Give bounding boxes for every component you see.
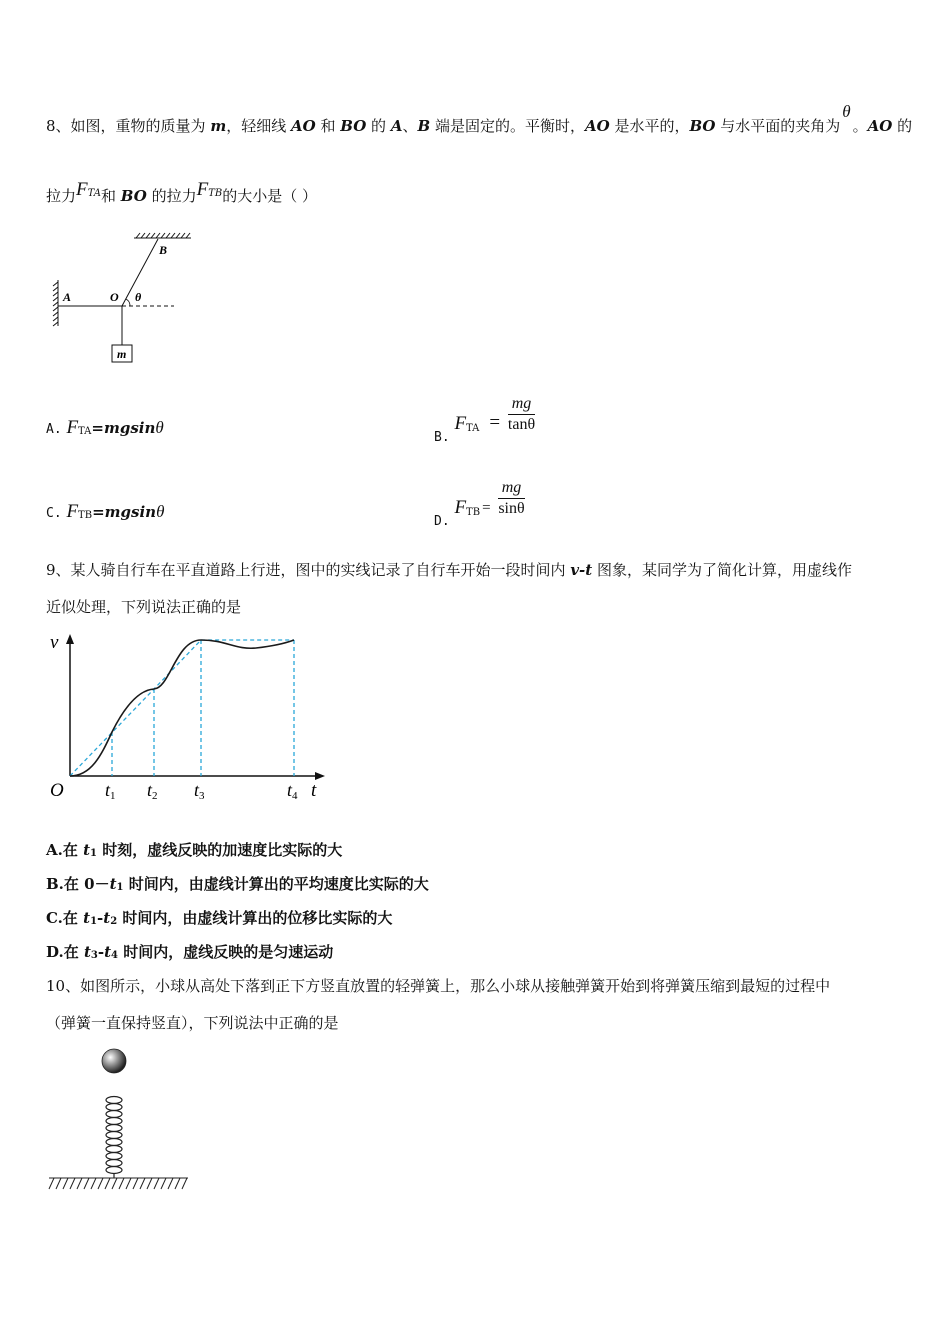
q8-force-symbol: F xyxy=(76,179,88,200)
tick-t1-sub: 1 xyxy=(110,790,116,802)
q8-text: 的 xyxy=(892,117,913,135)
q9-option-b[interactable] xyxy=(46,877,429,892)
q8-force-sub: TB xyxy=(208,188,223,199)
label-m: m xyxy=(117,347,127,361)
q8-text: 的大小是（ ） xyxy=(222,187,317,205)
q8-option-b[interactable] xyxy=(434,395,536,445)
q8-text: 和 xyxy=(315,117,341,135)
q10-text: 10、如图所示，小球从高处下落到正下方竖直放置的轻弹簧上，那么小球从接触弹簧开始到将弹簧压缩到最短的过程中 xyxy=(46,977,831,995)
dashed-series xyxy=(70,640,294,776)
y-axis-arrow xyxy=(66,634,74,644)
force-sub: TB xyxy=(78,510,93,521)
q9-text: 9、某人骑自行车在平直道路上行进，图中的实线记录了自行车开始一段时间内 xyxy=(46,561,571,579)
var-sub: 2 xyxy=(110,916,118,927)
q8-text: 拉力 xyxy=(46,187,77,205)
equals: = xyxy=(482,499,491,516)
q8-option-c[interactable] xyxy=(46,502,164,521)
q8-var-BO: BO xyxy=(120,187,147,205)
option-label: A. xyxy=(46,422,62,437)
q8-var-AO: AO xyxy=(290,117,316,135)
q9-text: 图象，某同学为了简化计算，用虚线作 xyxy=(592,561,852,579)
option-text: 在 xyxy=(62,841,84,859)
q8-var-B: B xyxy=(417,117,431,135)
force-symbol: F xyxy=(454,496,467,518)
fraction xyxy=(508,396,535,433)
label-B: B xyxy=(159,243,168,257)
q8-force-symbol: F xyxy=(196,179,209,200)
force-sub: TA xyxy=(466,422,480,434)
option-text: 时间内，虚线反映的是匀速运动 xyxy=(117,943,334,961)
option-label: D. xyxy=(434,513,450,529)
q8-text: 与水平面的夹角为 xyxy=(715,117,841,135)
dashed-approx-line xyxy=(70,640,294,776)
label-O: O xyxy=(110,290,119,304)
spring xyxy=(106,1097,122,1179)
var-sub: 4 xyxy=(111,950,118,961)
theta: θ xyxy=(156,502,165,521)
option-label: A. xyxy=(46,841,63,859)
axis-label-v: v xyxy=(50,632,59,653)
option-label: D. xyxy=(46,943,64,961)
q8-var-A: A xyxy=(390,117,403,135)
q9-option-d[interactable] xyxy=(46,945,333,960)
option-expr: =mgsin xyxy=(92,503,157,521)
var-t: t xyxy=(83,943,91,961)
ball xyxy=(102,1049,126,1073)
q8-text: 是水平的， xyxy=(609,117,690,135)
force-symbol: F xyxy=(454,412,467,434)
numerator: mg xyxy=(498,480,524,499)
q9-var-vt: v-t xyxy=(570,561,593,579)
option-label: B. xyxy=(46,875,64,893)
var-sub: 1 xyxy=(116,882,124,893)
tick-t3 xyxy=(194,780,205,802)
var-sub: 1 xyxy=(90,916,98,927)
q8-option-d[interactable] xyxy=(434,479,525,529)
origin-label: O xyxy=(50,780,64,801)
option-text: 在 xyxy=(63,943,84,961)
option-expr: =mgsin xyxy=(91,419,156,437)
denominator: sinθ xyxy=(498,500,525,517)
q8-var-BO: BO xyxy=(689,117,716,135)
option-label: B. xyxy=(434,429,450,445)
x-axis-arrow xyxy=(315,772,325,780)
tick-t3-sub: 3 xyxy=(199,790,205,802)
var-t: t xyxy=(83,909,91,927)
var-t: t xyxy=(103,909,111,927)
axis-label-t: t xyxy=(311,780,317,801)
tick-t2-sub: 2 xyxy=(152,790,158,802)
q8-var-m: m xyxy=(210,117,227,135)
q8-text: ，轻细线 xyxy=(226,117,291,135)
q8-figure xyxy=(46,230,196,370)
q8-text: 和 xyxy=(100,187,121,205)
tick-t4-sub: 4 xyxy=(292,790,298,802)
label-A: A xyxy=(63,290,72,304)
tick-t3-main: t xyxy=(194,780,200,800)
option-text: 时刻，虚线反映的加速度比实际的大 xyxy=(97,841,343,859)
var-t: t xyxy=(83,841,91,859)
label-theta: θ xyxy=(135,290,142,304)
var-sub: 3 xyxy=(90,950,98,961)
q9-vt-graph xyxy=(46,628,336,808)
equals: = xyxy=(489,411,501,433)
angle-arc xyxy=(126,299,130,306)
fraction xyxy=(498,480,524,517)
option-text: 时间内，由虚线计算出的位移比实际的大 xyxy=(117,909,393,927)
denominator: tanθ xyxy=(507,416,536,433)
force-sub: TA xyxy=(78,426,92,437)
q8-var-AO: AO xyxy=(584,117,610,135)
q8-text: 的拉力 xyxy=(146,187,197,205)
q8-force-sub: TA xyxy=(87,188,101,199)
q10-figure xyxy=(46,1044,196,1194)
q8-text: 8、如图，重物的质量为 xyxy=(46,117,211,135)
tick-t4 xyxy=(287,780,298,802)
tick-t1 xyxy=(105,780,116,802)
tick-t2-main: t xyxy=(147,780,153,800)
theta: θ xyxy=(155,418,164,437)
q9-option-a[interactable] xyxy=(46,843,342,858)
q9-line1 xyxy=(46,563,852,578)
var-sub: 1 xyxy=(90,848,98,859)
q8-text: 端是固定的。平衡时， xyxy=(430,117,585,135)
force-symbol: F xyxy=(66,501,79,522)
q9-option-c[interactable] xyxy=(46,911,392,926)
q8-text: 、 xyxy=(402,117,418,135)
var-t: t xyxy=(104,943,112,961)
q8-var-AO: AO xyxy=(867,117,893,135)
dash: - xyxy=(97,943,105,961)
tick-t1-main: t xyxy=(105,780,111,800)
q8-var-BO: BO xyxy=(340,117,367,135)
q9-text: 近似处理，下列说法正确的是 xyxy=(46,598,242,616)
q8-text: 的 xyxy=(366,117,391,135)
q8-line2 xyxy=(46,179,317,205)
q8-option-a[interactable] xyxy=(46,418,164,437)
q8-line1 xyxy=(46,102,913,135)
q10-line1 xyxy=(46,979,830,994)
solid-actual-curve xyxy=(70,640,294,776)
numerator: mg xyxy=(508,396,535,415)
ceiling xyxy=(134,233,191,238)
q8-theta: θ xyxy=(842,102,851,121)
force-symbol: F xyxy=(66,417,79,438)
q9-line2 xyxy=(46,600,241,615)
var-t: t xyxy=(109,875,117,893)
ground xyxy=(49,1178,188,1189)
option-label: C. xyxy=(46,909,63,927)
wall xyxy=(53,280,58,326)
option-text: 在 xyxy=(62,909,84,927)
option-text: 时间内，由虚线计算出的平均速度比实际的大 xyxy=(123,875,429,893)
q8-text: 。 xyxy=(852,117,868,135)
q10-line2 xyxy=(46,1016,339,1031)
option-label: C. xyxy=(46,506,62,521)
option-text: 在 0－ xyxy=(63,875,110,893)
dash: - xyxy=(97,909,104,927)
q10-text: （弹簧一直保持竖直），下列说法中正确的是 xyxy=(46,1014,339,1032)
force-sub: TB xyxy=(466,506,481,518)
tick-t2 xyxy=(147,780,158,802)
tick-t4-main: t xyxy=(287,780,293,800)
